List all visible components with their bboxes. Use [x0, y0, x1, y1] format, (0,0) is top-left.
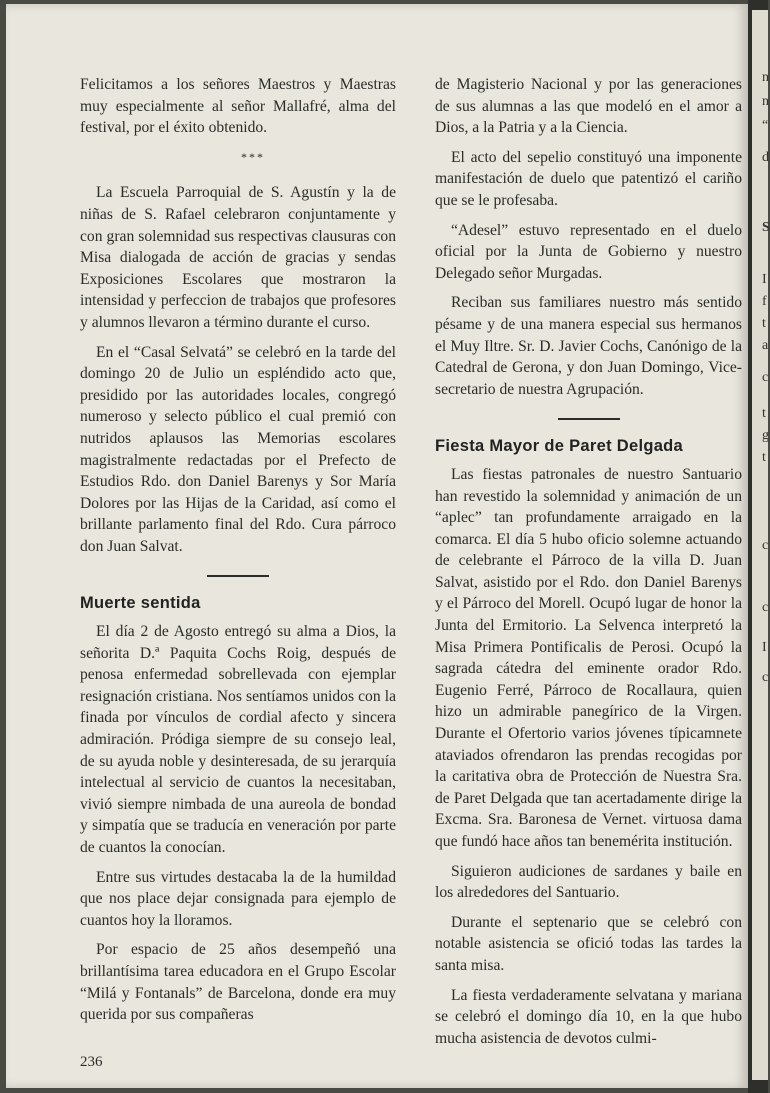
heading-muerte-sentida: Muerte sentida	[80, 594, 201, 613]
next-page-fragment: n	[762, 94, 769, 109]
left-column	[80, 74, 396, 1034]
fiesta-paragraph-3: Durante el septenario que se celebró con notable asistencia se ofició todas las tardes la santa misa.	[435, 913, 742, 974]
next-page-fragment: I	[762, 640, 767, 655]
horizontal-rule	[207, 575, 269, 577]
next-page-fragment: t	[762, 316, 766, 331]
next-page-fragment: I	[762, 272, 767, 287]
casal-paragraph: En el “Casal Selvatá” se celebró en la tarde del domingo 20 de Julio un espléndido acto que, presidido por las autoridades locales, congregó numeroso y selecto público el cual premió con nutridos aplausos las Memorias escolares magistralmente redactadas por el Prefecto de Estudios Rdo. don Daniel Barenys y Sor María Dolores por las Hijas de la Caridad, así como el brillante parlamento final del Rdo. Cura párroco don Juan Salvat.	[80, 343, 396, 555]
muerte-paragraph-2: Entre sus virtudes destacaba la de la humildad que nos place dejar consignada para ejemplo de cuantos hoy la lloramos.	[80, 868, 396, 929]
next-page-fragment: t	[762, 406, 766, 421]
magazine-page	[6, 4, 748, 1088]
next-page-fragment: c	[762, 670, 769, 685]
page-number: 236	[80, 1054, 103, 1070]
continuation-paragraph: de Magisterio Nacional y por las generaciones de sus alumnas a las que modeló en el amor a Dios, a la Patria y a la Ciencia.	[435, 76, 742, 137]
next-page-fragment: c	[762, 600, 769, 615]
fiesta-paragraph-2: Siguieron audiciones de sardanes y baile en los alrededores del Santuario.	[435, 862, 742, 902]
next-page-fragment: d	[762, 150, 769, 165]
next-page-fragment: “	[762, 118, 769, 133]
next-page-fragment: c	[762, 538, 769, 553]
right-column	[435, 74, 742, 1057]
next-page-fragment: S	[762, 220, 770, 235]
horizontal-rule	[558, 418, 620, 420]
pesame-paragraph: Reciban sus familiares nuestro más sentido pésame y de una manera especial sus hermanos el Muy Iltre. Sr. D. Javier Cochs, Canónigo de la Catedral de Gerona, y don Juan Domingo, Vice-secretario de nuestra Agrupación.	[435, 294, 742, 398]
next-page-fragment: t	[762, 450, 766, 465]
muerte-paragraph-3: Por espacio de 25 años desempeñó una brillantísima tarea educadora en el Grupo Escolar “Milá y Fontanals” de Barcelona, donde era muy querida por sus compañeras	[80, 941, 396, 1024]
next-page-fragment: f	[762, 294, 767, 309]
fiesta-paragraph-1: Las fiestas patronales de nuestro Santuario han revestido la solemnidad y animación de un “aplec” tan profundamente arraigado en la comarca. El día 5 hubo oficio solemne actuando de celebrante el Párroco de la villa D. Juan Salvat, asistido por el Rdo. don Daniel Barenys y el Párroco del Morell. Ocupó lugar de honor la Junta del Ermitorio. La Selvenca interpretó la Misa Primera Pontificalis de Perosi. Ocupó la sagrada cátedra del eminente orador Rdo. Eugenio Ferré, Párroco de Rocallaura, quien hizo un admirable panegírico de la Virgen. Durante el Ofertorio varios jóvenes típicamnete ataviados ofrendaron las prendas recogidas por la caritativa obra de Protección de Nuestra Sra. de Paret Delgada que tan acertadamente dirige la Excma. Sra. Baronesa de Vernet. virtuosa dama que fundó hace años tan benemérita institución.	[435, 465, 742, 850]
next-page-fragment: n	[762, 70, 769, 85]
intro-paragraph: Felicitamos a los señores Maestros y Maestras muy especialmente al señor Mallafré, alma del festival, por el éxito obtenido.	[80, 76, 396, 137]
next-page-fragment: c	[762, 370, 769, 385]
muerte-paragraph-1: El día 2 de Agosto entregó su alma a Dios, la señorita D.ª Paquita Cochs Roig, después de penosa enfermedad sobrellevada con ejemplar resignación cristiana. Nos sentíamos unidos con la finada por vínculos de cordial afecto y sincera admiración. Pródiga siempre de su consejo leal, de su ayuda noble y desinteresada, de su jerarquía intelectual al servicio de cuantos la necesitaban, vivió siempre nimbada de una aureola de bondad y simpatía que se traducía en veneración por parte de cuantos la conocían.	[80, 623, 396, 856]
sepelio-paragraph: El acto del sepelio constituyó una imponente manifestación de duelo que patentizó el cariño que se le profesaba.	[435, 148, 742, 209]
fiesta-paragraph-4: La fiesta verdaderamente selvatana y mariana se celebró el domingo día 10, en la que hubo mucha asistencia de devotos culmi-	[435, 986, 742, 1047]
next-page-fragment: g	[762, 428, 769, 443]
section-separator: ***	[241, 149, 265, 164]
heading-fiesta-mayor: Fiesta Mayor de Paret Delgada	[435, 437, 684, 456]
escuela-paragraph: La Escuela Parroquial de S. Agustín y la de niñas de S. Rafael celebraron conjuntamente y con gran solemnidad sus respectivas clausuras con Misa dialogada de acción de gracias y sendas Exposiciones Escolares que mostraron la intensidad y perfeccion de trabajos que profesores y alumnos llevaron a término durante el curso.	[80, 184, 396, 331]
adesel-paragraph: “Adesel” estuvo representado en el duelo oficial por la Junta de Gobierno y nuestro Delegado señor Murgadas.	[435, 221, 742, 282]
next-page-fragment: a	[762, 338, 769, 353]
next-page-edge	[752, 10, 768, 1080]
